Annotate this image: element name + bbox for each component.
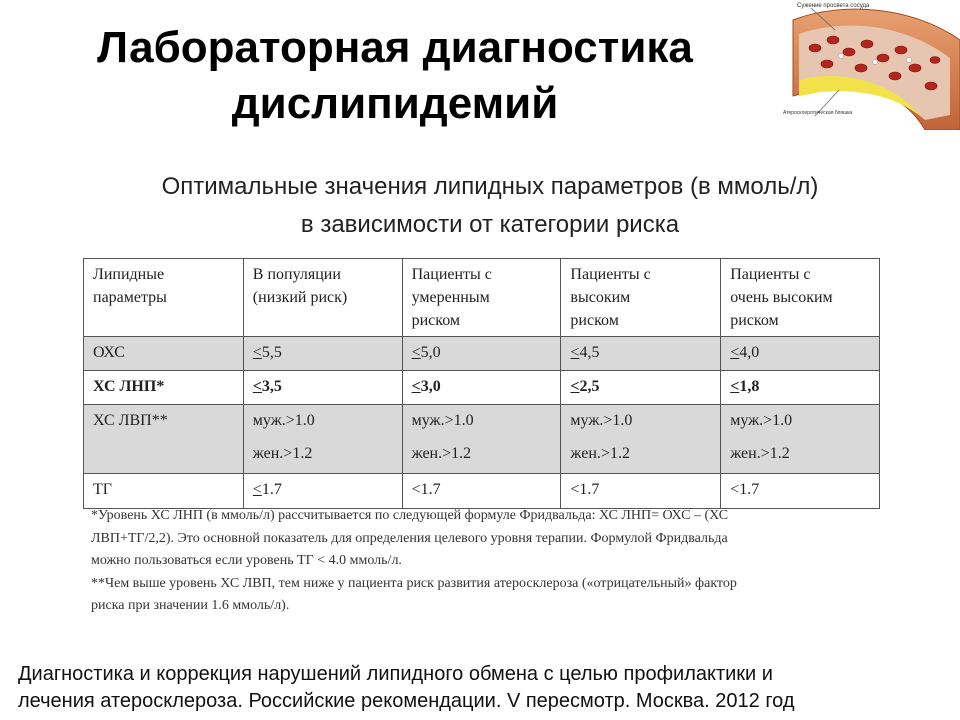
- header-text: умеренным: [411, 289, 490, 306]
- source-line-2: лечения атеросклероза. Российские рекомендации. V пересмотр. Москва. 2012 год: [18, 690, 795, 712]
- value-text: 4,0: [739, 344, 760, 361]
- le-sign: <: [570, 344, 580, 361]
- footnote-line: **Чем выше уровень ХС ЛВП, тем ниже у пациента риск развития атеросклероза («отрицательный» фактор: [91, 575, 737, 591]
- value-cell: [402, 474, 561, 509]
- le-sign: <: [730, 344, 740, 361]
- table-row-ldl: [84, 371, 880, 405]
- le-sign: <: [411, 344, 421, 361]
- female-value: жен.>1.2: [252, 445, 313, 462]
- value-cell: [721, 405, 880, 474]
- lipid-targets-table: [83, 258, 880, 509]
- le-sign: <: [252, 481, 262, 498]
- value-cell: [561, 474, 721, 509]
- slide-title-line-1: Лабораторная диагностика: [97, 23, 693, 72]
- le-sign: <: [252, 378, 262, 395]
- header-text: риском: [730, 312, 779, 329]
- value-text: 4,5: [579, 344, 600, 361]
- value-text: <1.7: [730, 481, 760, 498]
- slide-title: [0, 20, 790, 132]
- footnote-line: можно пользоваться если уровень ТГ < 4.0 ммоль/л.: [91, 553, 402, 568]
- female-value: жен.>1.2: [570, 445, 630, 462]
- value-cell: [721, 371, 880, 405]
- header-text: (низкий риск): [252, 289, 348, 306]
- footnote-line: *Уровень ХС ЛНП (в ммоль/л) рассчитывается по следующей формуле Фридвальда: ХС ЛНП= ОХС – (ХС: [91, 508, 729, 523]
- value-cell: [721, 337, 880, 371]
- table-row-triglycerides: [84, 474, 880, 509]
- param-cell: ТГ: [84, 474, 244, 509]
- source-citation: [18, 661, 948, 715]
- value-text: 5,0: [420, 344, 441, 361]
- header-cell-population: [243, 259, 402, 337]
- artery-plaque-illustration: [775, 0, 960, 130]
- param-cell: ХС ЛВП**: [84, 405, 244, 474]
- header-text: параметры: [93, 289, 167, 306]
- value-cell: [243, 337, 402, 371]
- header-text: Пациенты с: [730, 266, 811, 283]
- value-cell: [243, 405, 402, 474]
- header-cell-moderate-risk: [402, 259, 561, 337]
- header-text: очень высоким: [730, 289, 833, 306]
- le-sign: <: [252, 344, 262, 361]
- table-caption-line-2: в зависимости от категории риска: [300, 211, 680, 238]
- source-line-1: Диагностика и коррекция нарушений липидного обмена с целью профилактики и: [18, 663, 773, 685]
- header-text: Пациенты с: [411, 266, 492, 283]
- header-text: высоким: [570, 289, 631, 306]
- male-value: муж.>1.0: [730, 412, 793, 429]
- header-text: Липидные: [93, 266, 165, 283]
- le-sign: <: [411, 378, 421, 395]
- table-caption-line-1: Оптимальные значения липидных параметров (в ммоль/л): [161, 173, 819, 200]
- param-cell: ХС ЛНП*: [84, 371, 244, 405]
- table-row-total-cholesterol: [84, 337, 880, 371]
- value-cell: [561, 405, 721, 474]
- table-header-row: [84, 259, 880, 337]
- param-cell: ОХС: [84, 337, 244, 371]
- value-cell: [243, 371, 402, 405]
- header-text: В популяции: [252, 266, 341, 283]
- artery-caption-top: Сужение просвета сосуда: [797, 3, 870, 9]
- footnote-line: ЛВП+ТГ/2,2). Это основной показатель для определения целевого уровня терапии. Формулой Фридвальда: [91, 530, 728, 546]
- value-cell: [561, 337, 721, 371]
- le-sign: <: [730, 378, 740, 395]
- header-cell-high-risk: [561, 259, 721, 337]
- header-text: Пациенты с: [570, 266, 651, 283]
- male-value: муж.>1.0: [411, 412, 474, 429]
- header-text: риском: [570, 312, 619, 329]
- value-cell: [721, 474, 880, 509]
- value-text: <1.7: [411, 481, 441, 498]
- table-caption: [60, 168, 920, 244]
- slide-title-line-2: дислипидемий: [231, 79, 559, 128]
- male-value: муж.>1.0: [252, 412, 315, 429]
- value-cell: [402, 371, 561, 405]
- header-cell-parameters: [84, 259, 244, 337]
- female-value: жен.>1.2: [730, 445, 790, 462]
- value-text: 1.7: [261, 481, 282, 498]
- header-cell-very-high-risk: [721, 259, 880, 337]
- value-cell: [561, 371, 721, 405]
- value-cell: [402, 337, 561, 371]
- table-row-hdl: [84, 405, 880, 474]
- value-text: 3,5: [261, 378, 282, 395]
- footnote-line: риска при значении 1.6 ммоль/л).: [91, 598, 290, 613]
- value-text: 5,5: [261, 344, 282, 361]
- value-text: <1.7: [570, 481, 600, 498]
- le-sign: <: [570, 378, 580, 395]
- table-footnotes: [91, 505, 881, 618]
- female-value: жен.>1.2: [411, 445, 472, 462]
- value-text: 1,8: [739, 378, 760, 395]
- value-cell: [243, 474, 402, 509]
- male-value: муж.>1.0: [570, 412, 633, 429]
- value-cell: [402, 405, 561, 474]
- header-text: риском: [411, 312, 461, 329]
- value-text: 3,0: [420, 378, 441, 395]
- value-text: 2,5: [579, 378, 600, 395]
- artery-caption-bottom: Атеросклеротическая бляшка: [783, 110, 853, 116]
